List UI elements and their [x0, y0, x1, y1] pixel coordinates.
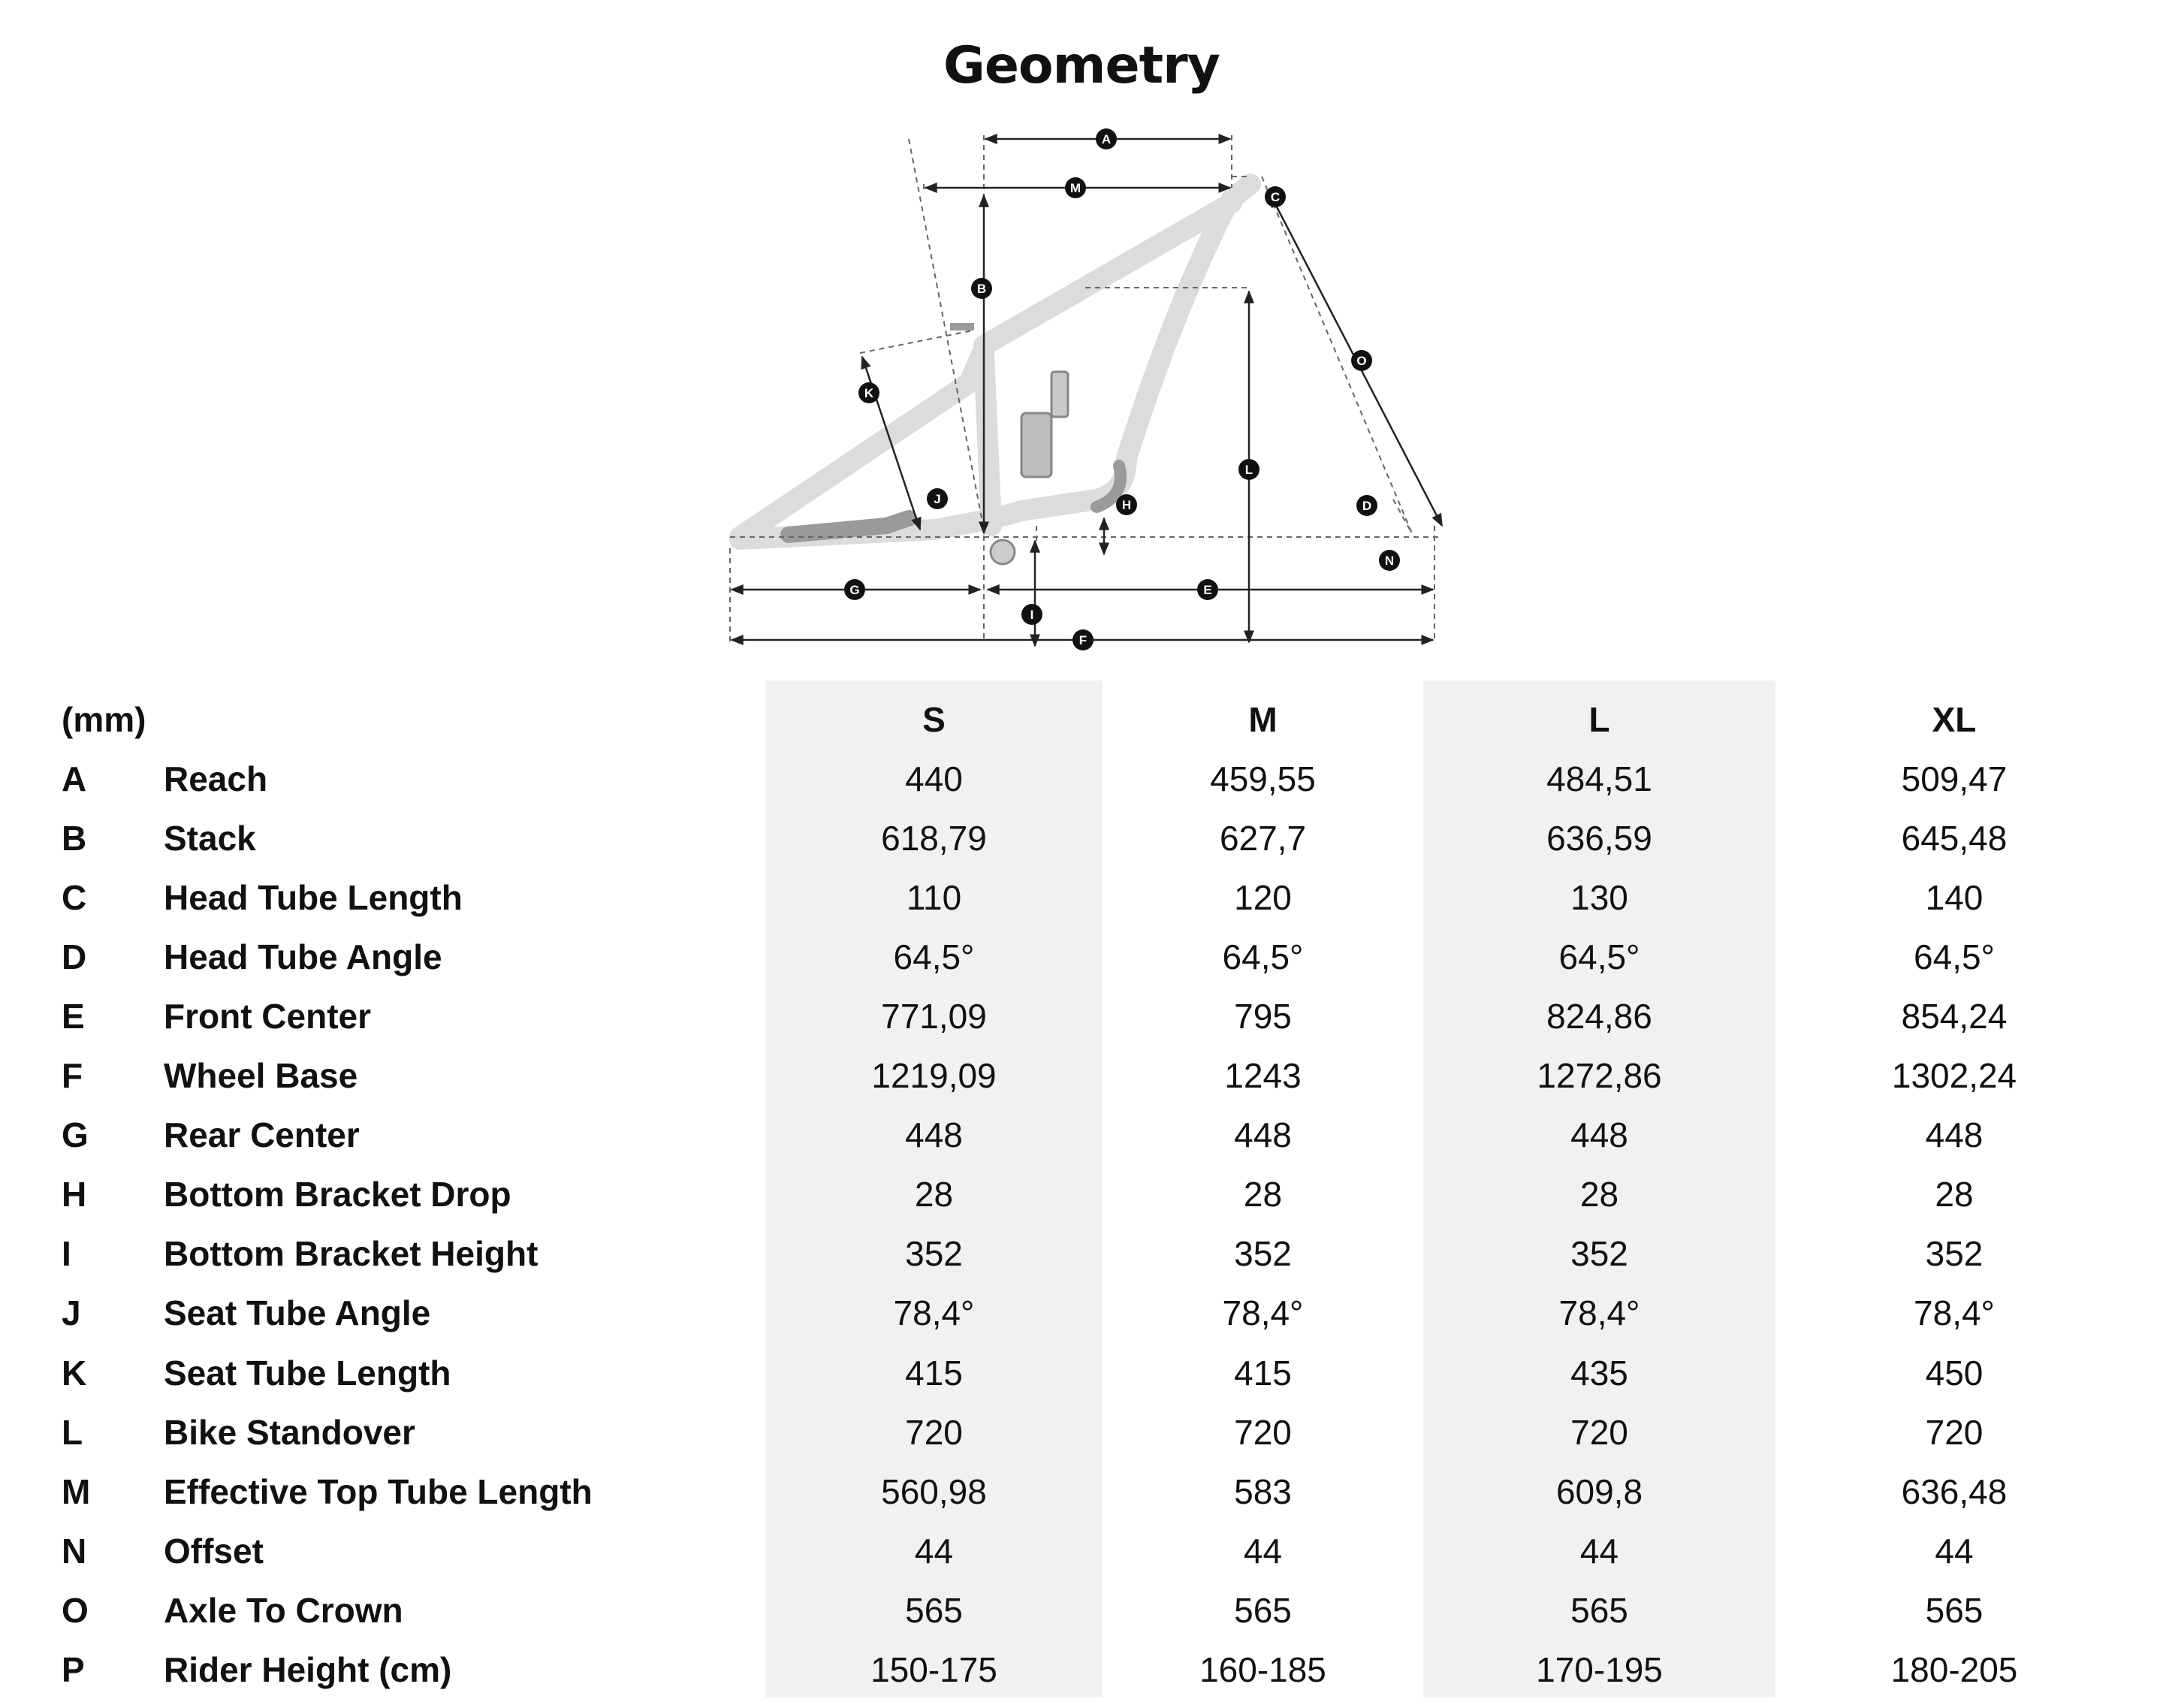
- marker-g: [844, 579, 865, 600]
- value-cell-xl: 1302,24: [1891, 1056, 2017, 1096]
- table-row: [0, 808, 2133, 868]
- value-cell-s: 415: [905, 1353, 963, 1393]
- value-cell-l: 352: [1570, 1234, 1628, 1274]
- table-row: [0, 1462, 2133, 1521]
- value-cell-m: 78,4°: [1222, 1293, 1304, 1333]
- value-cell-m: 1243: [1224, 1056, 1302, 1096]
- value-cell-xl: 645,48: [1901, 818, 2008, 858]
- marker-j: [927, 488, 948, 509]
- value-cell-xl: 28: [1935, 1175, 1974, 1215]
- svg-text:F: F: [1078, 633, 1088, 647]
- row-measurement-name: Bottom Bracket Drop: [164, 1175, 511, 1215]
- value-cell-s: 1219,09: [871, 1056, 997, 1096]
- table-row: [0, 868, 2133, 927]
- value-cell-l: 1272,86: [1537, 1056, 1662, 1096]
- shock-reservoir: [1051, 372, 1068, 417]
- value-cell-l: 44: [1579, 1531, 1619, 1571]
- svg-text:I: I: [1030, 608, 1034, 622]
- marker-f: [1072, 629, 1094, 650]
- svg-text:K: K: [864, 386, 874, 400]
- marker-e: [1197, 579, 1218, 600]
- value-cell-s: 28: [914, 1175, 954, 1215]
- row-measurement-name: Bottom Bracket Height: [164, 1234, 538, 1274]
- marker-k: [858, 382, 879, 403]
- value-cell-s: 44: [914, 1531, 954, 1571]
- value-cell-m: 28: [1243, 1175, 1283, 1215]
- row-measurement-name: Rider Height (cm): [164, 1650, 452, 1690]
- dimension-markers: [844, 128, 1400, 650]
- row-measurement-name: Seat Tube Angle: [164, 1293, 431, 1333]
- svg-text:B: B: [976, 282, 987, 296]
- value-cell-s: 720: [905, 1412, 963, 1452]
- value-cell-xl: 352: [1925, 1234, 1984, 1274]
- row-letter: L: [62, 1412, 83, 1452]
- value-cell-s: 440: [905, 759, 963, 798]
- marker-h: [1116, 494, 1137, 515]
- marker-m: [1065, 177, 1086, 198]
- value-cell-m: 583: [1234, 1471, 1292, 1511]
- table-row: [0, 1224, 2133, 1284]
- value-cell-l: 64,5°: [1558, 937, 1640, 976]
- value-cell-l: 484,51: [1546, 759, 1652, 798]
- row-letter: F: [62, 1056, 83, 1096]
- value-cell-l: 720: [1570, 1412, 1628, 1452]
- value-cell-m: 795: [1234, 997, 1292, 1037]
- value-cell-xl: 448: [1925, 1115, 1984, 1155]
- table-row: [0, 1521, 2133, 1580]
- table-row: [0, 1284, 2133, 1343]
- bike-geometry-diagram: [0, 0, 2163, 676]
- row-measurement-name: Head Tube Length: [164, 877, 463, 917]
- value-cell-m: 448: [1234, 1115, 1292, 1155]
- table-header-row: [0, 690, 2133, 749]
- value-cell-xl: 78,4°: [1914, 1293, 1995, 1333]
- row-letter: H: [62, 1175, 87, 1215]
- value-cell-m: 720: [1234, 1412, 1292, 1452]
- seat-clamp: [950, 323, 974, 330]
- value-cell-s: 78,4°: [893, 1293, 975, 1333]
- row-measurement-name: Front Center: [164, 997, 371, 1037]
- size-header-l: L: [1588, 699, 1610, 739]
- marker-c: [1265, 186, 1286, 207]
- marker-b: [971, 278, 992, 299]
- row-letter: A: [62, 759, 87, 798]
- svg-text:O: O: [1356, 354, 1367, 368]
- value-cell-m: 459,55: [1210, 759, 1316, 798]
- value-cell-l: 28: [1579, 1175, 1619, 1215]
- value-cell-xl: 854,24: [1901, 997, 2008, 1037]
- value-cell-l: 609,8: [1555, 1471, 1643, 1511]
- value-cell-m: 627,7: [1219, 818, 1307, 858]
- row-letter: K: [62, 1353, 87, 1393]
- row-letter: O: [62, 1590, 89, 1630]
- marker-n: [1379, 550, 1400, 571]
- size-header-s: S: [922, 699, 946, 739]
- svg-text:J: J: [934, 492, 941, 506]
- value-cell-xl: 64,5°: [1914, 937, 1995, 976]
- value-cell-s: 448: [905, 1115, 963, 1155]
- bike-frame: [740, 184, 1250, 539]
- value-cell-s: 352: [905, 1234, 963, 1274]
- value-cell-xl: 180-205: [1890, 1650, 2018, 1690]
- row-measurement-name: Reach: [164, 759, 268, 798]
- value-cell-m: 160-185: [1199, 1650, 1326, 1690]
- marker-o: [1351, 350, 1372, 371]
- value-cell-l: 824,86: [1546, 997, 1652, 1037]
- value-cell-l: 565: [1570, 1590, 1628, 1630]
- row-measurement-name: Axle To Crown: [164, 1590, 403, 1630]
- geometry-table: [0, 690, 2133, 1700]
- size-header-m: M: [1248, 699, 1278, 739]
- row-measurement-name: Seat Tube Length: [164, 1353, 451, 1393]
- value-cell-xl: 720: [1925, 1412, 1984, 1452]
- table-row: [0, 1106, 2133, 1165]
- row-letter: G: [62, 1115, 89, 1155]
- table-row: [0, 927, 2133, 986]
- row-measurement-name: Stack: [164, 818, 256, 858]
- row-letter: P: [62, 1650, 85, 1690]
- value-cell-m: 120: [1234, 877, 1292, 917]
- value-cell-l: 130: [1570, 877, 1628, 917]
- value-cell-s: 618,79: [881, 818, 987, 858]
- value-cell-xl: 140: [1925, 877, 1984, 917]
- svg-text:H: H: [1121, 498, 1132, 512]
- svg-text:G: G: [849, 583, 860, 597]
- page-title: Geometry: [943, 36, 1220, 95]
- value-cell-m: 415: [1234, 1353, 1292, 1393]
- svg-text:N: N: [1384, 554, 1395, 568]
- marker-d: [1356, 495, 1377, 516]
- row-measurement-name: Wheel Base: [164, 1056, 358, 1096]
- marker-i: [1021, 604, 1042, 625]
- svg-text:M: M: [1069, 181, 1082, 195]
- value-cell-m: 64,5°: [1222, 937, 1304, 976]
- row-letter: B: [62, 818, 87, 858]
- table-row: [0, 986, 2133, 1046]
- chainstay-guard: [789, 518, 909, 535]
- table-row: [0, 1343, 2133, 1402]
- value-cell-s: 110: [906, 877, 962, 917]
- table-row: [0, 1580, 2133, 1640]
- row-letter: N: [62, 1531, 87, 1571]
- svg-text:L: L: [1244, 463, 1253, 477]
- table-row: [0, 1402, 2133, 1462]
- value-cell-s: 150-175: [870, 1650, 997, 1690]
- svg-text:A: A: [1101, 132, 1112, 146]
- row-letter: E: [62, 997, 85, 1037]
- table-row: [0, 1640, 2133, 1700]
- value-cell-xl: 636,48: [1901, 1471, 2008, 1511]
- value-cell-m: 352: [1234, 1234, 1292, 1274]
- value-cell-xl: 509,47: [1901, 759, 2008, 798]
- value-cell-xl: 565: [1925, 1590, 1984, 1630]
- marker-l: [1238, 459, 1259, 480]
- value-cell-xl: 450: [1925, 1353, 1984, 1393]
- row-measurement-name: Head Tube Angle: [164, 937, 442, 976]
- value-cell-s: 64,5°: [893, 937, 975, 976]
- value-cell-xl: 44: [1935, 1531, 1974, 1571]
- svg-text:E: E: [1203, 583, 1212, 597]
- value-cell-l: 636,59: [1546, 818, 1652, 858]
- value-cell-s: 565: [905, 1590, 963, 1630]
- row-letter: D: [62, 937, 87, 976]
- size-header-xl: XL: [1932, 699, 1977, 739]
- table-row: [0, 749, 2133, 808]
- value-cell-l: 170-195: [1536, 1650, 1663, 1690]
- row-letter: I: [62, 1234, 71, 1274]
- svg-text:D: D: [1362, 499, 1372, 513]
- row-measurement-name: Effective Top Tube Length: [164, 1471, 593, 1511]
- table-row: [0, 1046, 2133, 1106]
- row-letter: C: [62, 877, 87, 917]
- row-measurement-name: Bike Standover: [164, 1412, 415, 1452]
- marker-a: [1096, 128, 1117, 149]
- row-letter: J: [62, 1293, 81, 1333]
- value-cell-m: 44: [1243, 1531, 1283, 1571]
- value-cell-l: 435: [1570, 1353, 1628, 1393]
- table-row: [0, 1165, 2133, 1224]
- rear-shock: [1021, 413, 1051, 477]
- chainring: [991, 540, 1015, 564]
- value-cell-l: 78,4°: [1558, 1293, 1640, 1333]
- row-letter: M: [62, 1471, 91, 1511]
- value-cell-s: 771,09: [881, 997, 987, 1037]
- row-measurement-name: Offset: [164, 1531, 264, 1571]
- unit-label: (mm): [62, 699, 146, 739]
- value-cell-m: 565: [1234, 1590, 1292, 1630]
- svg-text:C: C: [1270, 190, 1281, 204]
- value-cell-s: 560,98: [881, 1471, 987, 1511]
- value-cell-l: 448: [1570, 1115, 1628, 1155]
- row-measurement-name: Rear Center: [164, 1115, 360, 1155]
